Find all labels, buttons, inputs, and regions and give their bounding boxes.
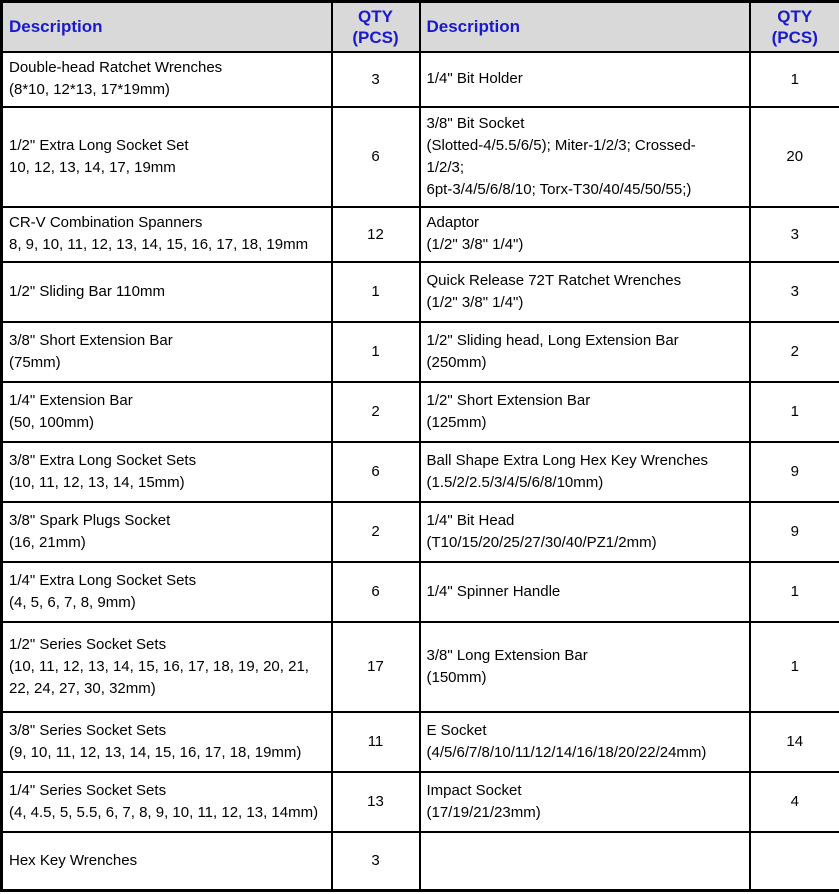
description-line: 3/8" Short Extension Bar (9, 331, 173, 349)
description-line: 1/2" Short Extension Bar (426, 391, 591, 409)
qty-cell-left: 1 (332, 322, 420, 382)
description-cell-right (420, 712, 750, 772)
description-line: 10, 12, 13, 14, 17, 19mm (9, 158, 176, 176)
description-cell-left (2, 107, 332, 207)
description-cell-left (2, 832, 332, 891)
description-line: 22, 24, 27, 30, 32mm) (9, 679, 156, 697)
description-cell-right (420, 622, 750, 712)
table-row (2, 322, 839, 382)
description-line: (1.5/2/2.5/3/4/5/6/8/10mm) (426, 473, 604, 491)
qty-cell-right: 3 (750, 207, 839, 262)
qty-cell-right: 2 (750, 322, 839, 382)
header-description-right (420, 2, 750, 52)
qty-cell-left: 2 (332, 382, 420, 442)
description-line: (4, 5, 6, 7, 8, 9mm) (9, 593, 136, 611)
header-qty-right-line2: (PCS) (771, 27, 818, 47)
table-row (2, 107, 839, 207)
description-line: 3/8" Series Socket Sets (9, 721, 167, 739)
table-row (2, 262, 839, 322)
table-row (2, 382, 839, 442)
description-line: 8, 9, 10, 11, 12, 13, 14, 15, 16, 17, 18, 19mm (9, 236, 309, 253)
description-line: (250mm) (426, 353, 487, 371)
table-row (2, 712, 839, 772)
table-row (2, 832, 839, 891)
description-line: 3/8" Bit Socket (426, 114, 525, 132)
description-line: 1/2/3; (426, 158, 465, 176)
description-cell-left (2, 442, 332, 502)
qty-cell-left: 6 (332, 562, 420, 622)
qty-cell-right (750, 832, 839, 891)
description-cell-left (2, 382, 332, 442)
qty-cell-right: 1 (750, 562, 839, 622)
description-line: Impact Socket (426, 781, 522, 799)
description-line: E Socket (426, 721, 487, 739)
description-line: 1/4" Spinner Handle (426, 582, 561, 600)
header-qty-left-line1: QTY (358, 6, 393, 26)
table-row (2, 622, 839, 712)
qty-cell-left: 17 (332, 622, 420, 712)
description-line: (16, 21mm) (9, 533, 86, 551)
qty-cell-right: 9 (750, 502, 839, 562)
header-qty-left (332, 2, 420, 52)
description-line: 1/4" Bit Holder (426, 70, 523, 87)
qty-cell-left: 13 (332, 772, 420, 832)
description-line: (1/2" 3/8" 1/4") (426, 293, 524, 311)
description-line: CR-V Combination Spanners (9, 214, 203, 231)
description-line: 1/4" Extension Bar (9, 391, 133, 409)
description-cell-right (420, 502, 750, 562)
table-row (2, 502, 839, 562)
header-description-right-label: Description (426, 16, 521, 36)
qty-cell-right: 20 (750, 107, 839, 207)
description-line: 1/2" Extra Long Socket Set (9, 136, 189, 154)
description-cell-right (420, 262, 750, 322)
description-line: (1/2" 3/8" 1/4") (426, 236, 524, 253)
qty-cell-right: 9 (750, 442, 839, 502)
description-line: (50, 100mm) (9, 413, 95, 431)
qty-cell-left: 3 (332, 52, 420, 107)
description-line: 3/8" Long Extension Bar (426, 646, 588, 664)
qty-cell-right: 1 (750, 382, 839, 442)
table-row (2, 772, 839, 832)
description-cell-right (420, 562, 750, 622)
description-line: Ball Shape Extra Long Hex Key Wrenches (426, 451, 709, 469)
description-line: 6pt-3/4/5/6/8/10; Torx-T30/40/45/50/55;) (426, 180, 692, 198)
description-line: (10, 11, 12, 13, 14, 15mm) (9, 473, 185, 491)
description-line: (150mm) (426, 668, 487, 686)
description-cell-left (2, 322, 332, 382)
table-row (2, 207, 839, 262)
qty-cell-left: 6 (332, 107, 420, 207)
description-line: Hex Key Wrenches (9, 851, 138, 869)
description-line: Quick Release 72T Ratchet Wrenches (426, 271, 682, 289)
description-line: (4/5/6/7/8/10/11/12/14/16/18/20/22/24mm) (426, 743, 707, 761)
table-body (2, 52, 839, 891)
description-cell-right (420, 832, 750, 891)
description-line: (9, 10, 11, 12, 13, 14, 15, 16, 17, 18, 19mm) (9, 743, 302, 761)
description-cell-left (2, 622, 332, 712)
description-cell-right (420, 772, 750, 832)
description-line: (125mm) (426, 413, 487, 431)
header-row (2, 2, 839, 52)
description-cell-right (420, 382, 750, 442)
table-row (2, 442, 839, 502)
qty-cell-right: 1 (750, 52, 839, 107)
qty-cell-right: 3 (750, 262, 839, 322)
description-cell-left (2, 562, 332, 622)
description-line: 1/4" Bit Head (426, 511, 515, 529)
description-cell-left (2, 712, 332, 772)
description-line: 3/8" Extra Long Socket Sets (9, 451, 197, 469)
description-line: (17/19/21/23mm) (426, 803, 541, 821)
description-line: Adaptor (426, 214, 480, 231)
header-qty-right (750, 2, 839, 52)
description-line: 1/2" Sliding head, Long Extension Bar (426, 331, 679, 349)
description-line: (T10/15/20/25/27/30/40/PZ1/2mm) (426, 533, 657, 551)
description-cell-left (2, 502, 332, 562)
qty-cell-right: 4 (750, 772, 839, 832)
description-line: (10, 11, 12, 13, 14, 15, 16, 17, 18, 19, 20, 21, (9, 657, 309, 675)
description-cell-right (420, 442, 750, 502)
qty-cell-left: 6 (332, 442, 420, 502)
description-cell-left (2, 262, 332, 322)
description-line: (4, 4.5, 5, 5.5, 6, 7, 8, 9, 10, 11, 12, 13, 14mm) (9, 803, 319, 821)
description-cell-left (2, 772, 332, 832)
description-line: 3/8" Spark Plugs Socket (9, 511, 171, 529)
header-qty-left-line2: (PCS) (352, 27, 399, 47)
description-cell-left (2, 52, 332, 107)
description-cell-right (420, 107, 750, 207)
description-line: 1/2" Sliding Bar 110mm (9, 282, 165, 300)
qty-cell-left: 12 (332, 207, 420, 262)
qty-cell-right: 1 (750, 622, 839, 712)
description-cell-right (420, 207, 750, 262)
table-row (2, 52, 839, 107)
qty-cell-left: 3 (332, 832, 420, 891)
description-line: Double-head Ratchet Wrenches (9, 59, 223, 76)
description-line: 1/2" Series Socket Sets (9, 635, 167, 653)
header-description-left (2, 2, 332, 52)
description-line: 1/4" Series Socket Sets (9, 781, 167, 799)
description-cell-right (420, 52, 750, 107)
header-description-left-label: Description (9, 16, 103, 36)
description-cell-right (420, 322, 750, 382)
qty-cell-left: 1 (332, 262, 420, 322)
qty-cell-right: 14 (750, 712, 839, 772)
description-line: (Slotted-4/5.5/6/5); Miter-1/2/3; Crossed- (426, 136, 696, 154)
header-qty-right-line1: QTY (777, 6, 813, 26)
description-cell-left (2, 207, 332, 262)
qty-cell-left: 2 (332, 502, 420, 562)
description-line: (8*10, 12*13, 17*19mm) (9, 81, 170, 98)
table-row (2, 562, 839, 622)
description-line: 1/4" Extra Long Socket Sets (9, 571, 197, 589)
description-line: (75mm) (9, 353, 61, 371)
qty-cell-left: 11 (332, 712, 420, 772)
